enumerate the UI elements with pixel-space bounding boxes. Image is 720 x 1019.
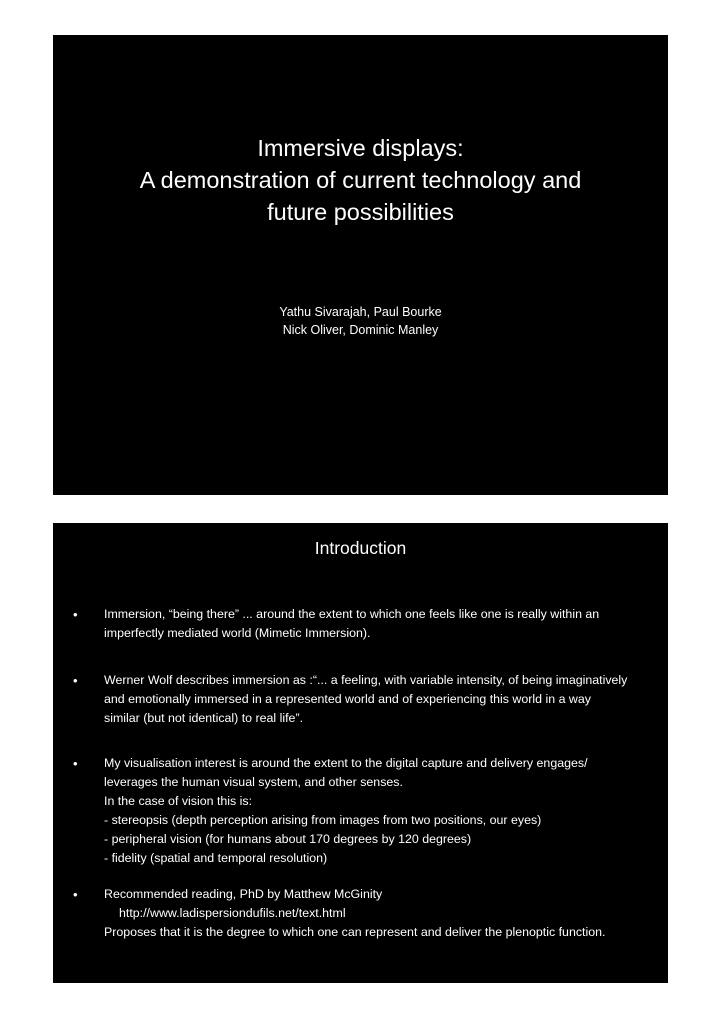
bullet-text-line: similar (but not identical) to real life”. xyxy=(104,711,304,725)
author-line: Yathu Sivarajah, Paul Bourke xyxy=(279,305,442,319)
slide-title xyxy=(53,132,668,228)
bullet-icon: • xyxy=(73,607,78,622)
introduction-slide xyxy=(53,523,668,983)
bullet-text-line: imperfectly mediated world (Mimetic Immersion). xyxy=(104,626,371,640)
title-slide xyxy=(53,35,668,495)
bullet-text-line: My visualisation interest is around the extent to the digital capture and delivery engages/ xyxy=(104,756,588,770)
bullet-text-line: Werner Wolf describes immersion as :“... a feeling, with variable intensity, of being imaginatively xyxy=(104,673,628,687)
reading-url: http://www.ladispersiondufils.net/text.html xyxy=(119,906,346,920)
bullet-text-line: - stereopsis (depth perception arising from images from two positions, our eyes) xyxy=(104,813,542,827)
title-line: A demonstration of current technology and xyxy=(139,167,582,193)
author-list xyxy=(53,303,668,339)
title-line: future possibilities xyxy=(267,199,454,225)
bullet-icon: • xyxy=(73,756,78,771)
bullet-text-line: and emotionally immersed in a represented world and of experiencing this world in a way xyxy=(104,692,591,706)
bullet-text-line: - fidelity (spatial and temporal resolution) xyxy=(104,851,328,865)
bullet-text-line: leverages the human visual system, and other senses. xyxy=(104,775,403,789)
bullet-text-line: Recommended reading, PhD by Matthew McGinity xyxy=(104,887,383,901)
bullet-text-line: - peripheral vision (for humans about 170 degrees by 120 degrees) xyxy=(104,832,472,846)
bullet-text-line: Immersion, “being there” ... around the extent to which one feels like one is really within an xyxy=(104,607,600,621)
bullet-icon: • xyxy=(73,887,78,902)
author-line: Nick Oliver, Dominic Manley xyxy=(282,323,439,337)
slide-title: Introduction xyxy=(314,538,407,558)
bullet-text-line: Proposes that it is the degree to which one can represent and deliver the plenoptic function. xyxy=(104,925,606,939)
bullet-icon: • xyxy=(73,673,78,688)
title-line: Immersive displays: xyxy=(257,135,464,161)
bullet-text-line: In the case of vision this is: xyxy=(104,794,253,808)
